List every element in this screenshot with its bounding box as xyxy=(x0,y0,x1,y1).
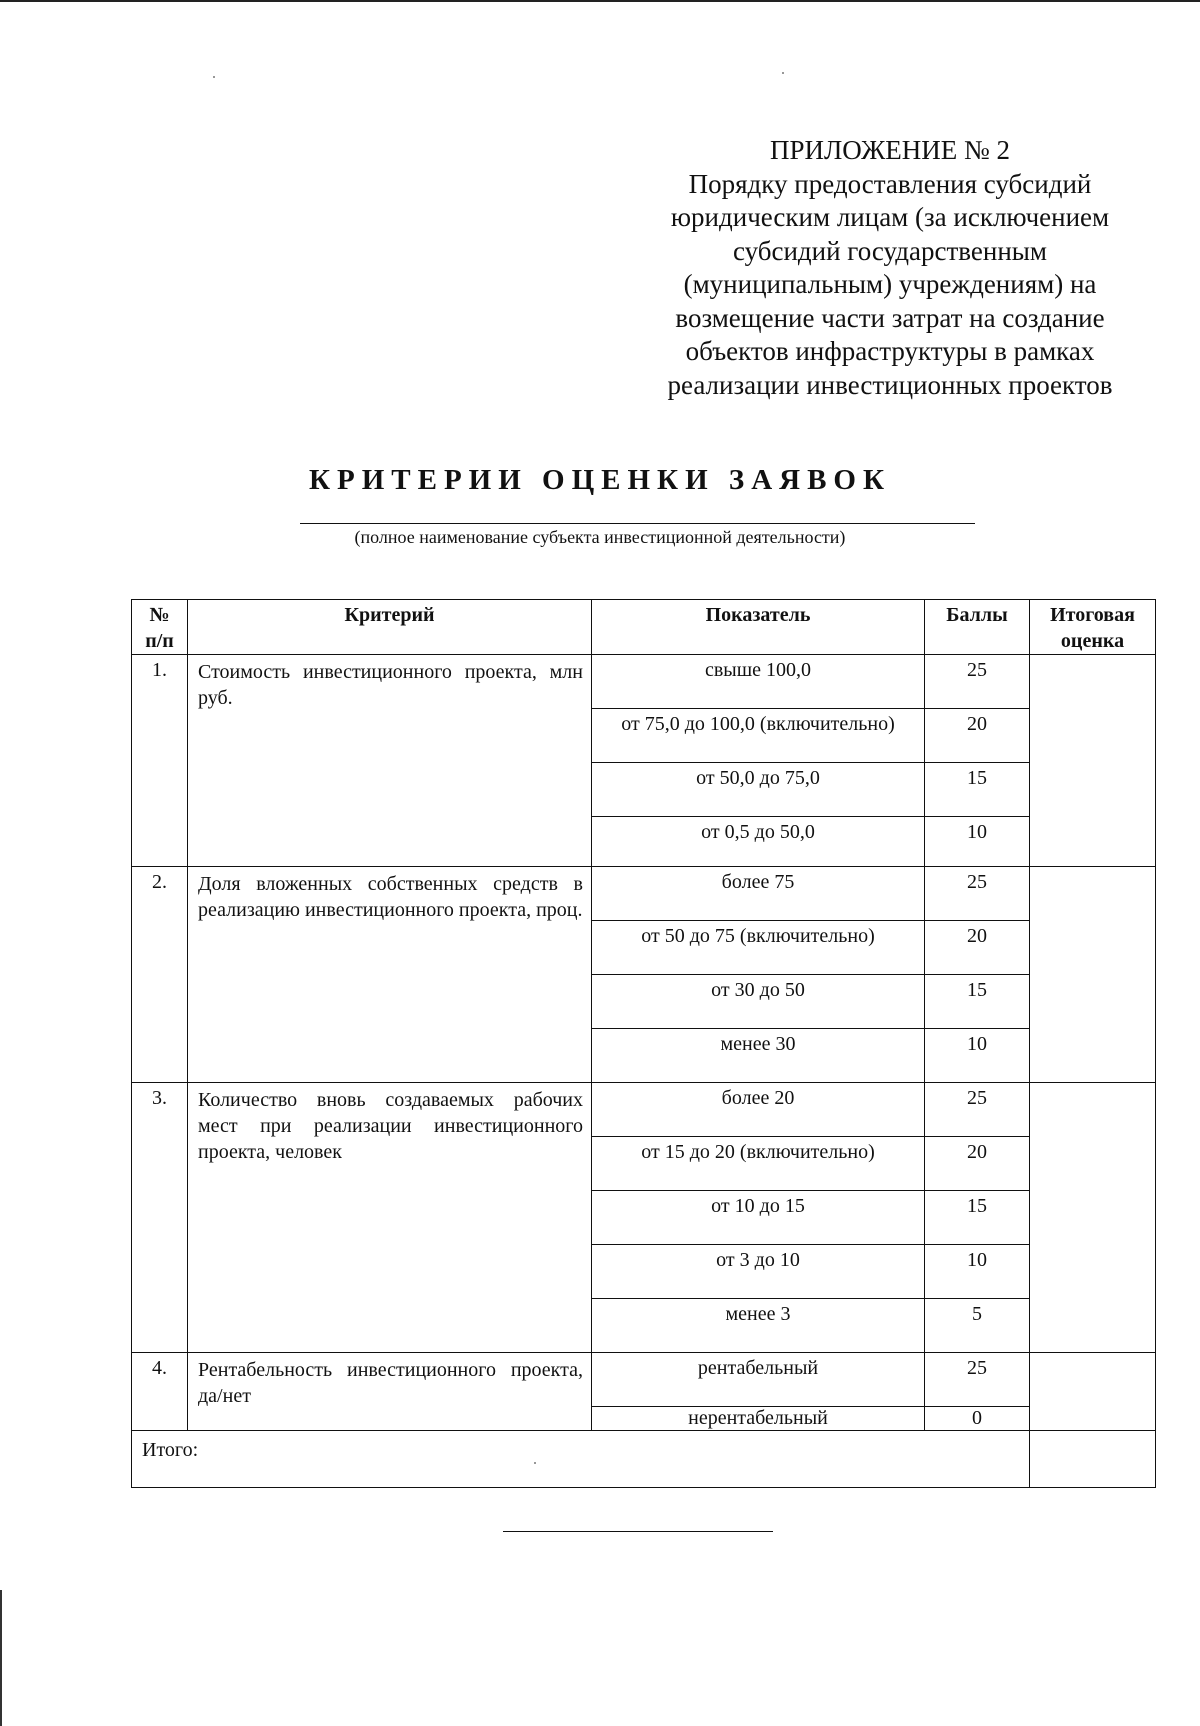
annex-line: объектов инфраструктуры в рамках xyxy=(685,336,1095,366)
header-num-line2: п/п xyxy=(145,630,174,652)
points-cell: 25 xyxy=(925,1083,1030,1137)
fill-in-caption: (полное наименование субъекта инвестиционной деятельности) xyxy=(354,527,846,547)
scan-left-edge xyxy=(0,1590,2,1726)
table-row xyxy=(132,1083,1156,1137)
points-cell: 0 xyxy=(925,1407,1030,1431)
points-cell: 25 xyxy=(925,867,1030,921)
annex-line: субсидий государственным xyxy=(732,235,1048,266)
points-cell: 15 xyxy=(925,1191,1030,1245)
end-separator-line xyxy=(503,1531,773,1532)
indicator-cell: более 20 xyxy=(592,1083,925,1137)
header-indicator: Показатель xyxy=(592,600,925,655)
scan-speck xyxy=(534,1462,536,1464)
total-score-cell[interactable] xyxy=(1030,867,1156,1083)
indicator-cell: от 3 до 10 xyxy=(592,1245,925,1299)
table-header-row xyxy=(132,600,1156,655)
points-cell: 20 xyxy=(925,1137,1030,1191)
total-label: Итого: xyxy=(132,1431,1030,1488)
points-cell: 25 xyxy=(925,1353,1030,1407)
indicator-cell: от 10 до 15 xyxy=(592,1191,925,1245)
grand-total-cell[interactable] xyxy=(1030,1431,1156,1488)
header-num-line1: № xyxy=(149,604,170,626)
indicator-cell: менее 3 xyxy=(592,1299,925,1353)
document-title: КРИТЕРИИ ОЦЕНКИ ЗАЯВОК xyxy=(308,464,892,496)
criteria-table xyxy=(131,599,1156,1488)
points-cell: 10 xyxy=(925,1245,1030,1299)
criterion-text: Рентабельность инвестиционного проекта, да/нет xyxy=(188,1353,592,1431)
table-row xyxy=(132,655,1156,709)
header-total-line2: оценка xyxy=(1060,630,1125,652)
annex-line: Порядку предоставления субсидий xyxy=(688,168,1092,199)
points-cell: 15 xyxy=(925,975,1030,1029)
indicator-cell: нерентабельный xyxy=(592,1407,925,1431)
criterion-text: Количество вновь создаваемых рабочих мест при реализации инвестиционного проекта, человек xyxy=(188,1083,592,1353)
row-number: 3. xyxy=(132,1083,188,1353)
indicator-cell: от 50,0 до 75,0 xyxy=(592,763,925,817)
header-total xyxy=(1030,600,1156,655)
scan-top-edge xyxy=(0,0,1200,2)
annex-line: (муниципальным) учреждениям) на xyxy=(683,269,1097,299)
row-number: 1. xyxy=(132,655,188,867)
indicator-cell: более 75 xyxy=(592,867,925,921)
annex-heading xyxy=(640,134,1140,402)
fill-in-line xyxy=(300,523,975,524)
table-row xyxy=(132,1353,1156,1407)
points-cell: 10 xyxy=(925,1029,1030,1083)
annex-line: юридическим лицам (за исключением xyxy=(670,202,1110,232)
indicator-cell: свыше 100,0 xyxy=(592,655,925,709)
scan-speck xyxy=(782,72,784,74)
indicator-cell: от 75,0 до 100,0 (включительно) xyxy=(592,709,925,763)
row-number: 4. xyxy=(132,1353,188,1431)
total-score-cell[interactable] xyxy=(1030,1353,1156,1431)
header-criterion: Критерий xyxy=(188,600,592,655)
scan-speck xyxy=(213,76,215,78)
indicator-cell: от 0,5 до 50,0 xyxy=(592,817,925,867)
points-cell: 10 xyxy=(925,817,1030,867)
points-cell: 25 xyxy=(925,655,1030,709)
indicator-cell: от 15 до 20 (включительно) xyxy=(592,1137,925,1191)
header-total-line1: Итоговая xyxy=(1050,604,1135,626)
indicator-cell: от 50 до 75 (включительно) xyxy=(592,921,925,975)
points-cell: 20 xyxy=(925,921,1030,975)
row-number: 2. xyxy=(132,867,188,1083)
annex-line: реализации инвестиционных проектов xyxy=(667,369,1113,400)
points-cell: 5 xyxy=(925,1299,1030,1353)
indicator-cell: рентабельный xyxy=(592,1353,925,1407)
annex-line: возмещение части затрат на создание xyxy=(675,302,1105,333)
header-num xyxy=(132,600,188,655)
total-score-cell[interactable] xyxy=(1030,1083,1156,1353)
points-cell: 20 xyxy=(925,709,1030,763)
total-row xyxy=(132,1431,1156,1488)
total-score-cell[interactable] xyxy=(1030,655,1156,867)
points-cell: 15 xyxy=(925,763,1030,817)
indicator-cell: менее 30 xyxy=(592,1029,925,1083)
header-points: Баллы xyxy=(925,600,1030,655)
criterion-text: Доля вложенных собственных средств в реализацию инвестиционного проекта, проц. xyxy=(188,867,592,1083)
annex-line: ПРИЛОЖЕНИЕ № 2 xyxy=(769,135,1011,165)
criterion-text: Стоимость инвестиционного проекта, млн руб. xyxy=(188,655,592,867)
table-row xyxy=(132,867,1156,921)
indicator-cell: от 30 до 50 xyxy=(592,975,925,1029)
